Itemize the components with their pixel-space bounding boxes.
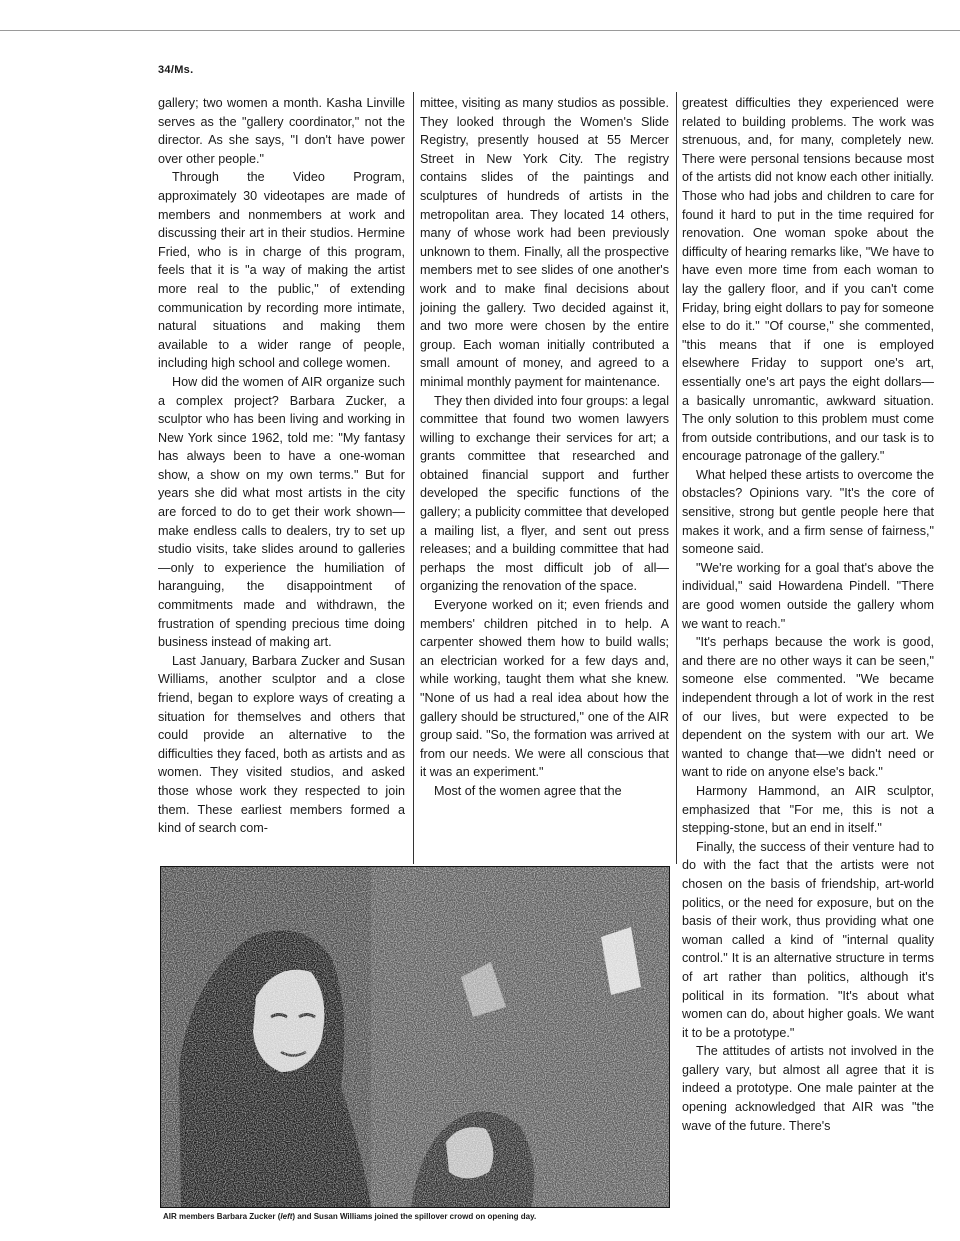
- paragraph: The attitudes of artists not involved in the gallery vary, but almost all agree that it is indeed a prototype. One male painter at the opening acknowledged that AIR was "the wave of the future. There's: [682, 1044, 934, 1133]
- photo-caption: [163, 1212, 673, 1221]
- column-rule: [676, 92, 677, 864]
- paragraph: Last January, Barbara Zucker and Susan Williams, another sculptor and a close friend, began to explore ways of creating a situation for themselves and others that could provide an alternative to the difficulties they faced, both as artists and as women. They visited studios, and asked those whose work they respected to join them. These earliest members formed a kind of search com-: [158, 653, 405, 836]
- paragraph: Finally, the success of their venture had to do with the fact that the artists were not chosen on the basis of friendship, art-world politics, or the need for exposure, but on the basis of their work, thus providing what one woman called a kind of "internal quality control." It is an alternative structure in terms of art rather than politics, although it's political in its formation. "It's about what women can do, about higher goals. We want it to be a prototype.": [682, 839, 934, 1040]
- page-folio: 34/Ms.: [158, 64, 194, 76]
- caption-text: ) and Susan Williams joined the spillover crowd on opening day.: [292, 1212, 537, 1221]
- article-column-1: [158, 94, 405, 868]
- paragraph: What helped these artists to overcome the obstacles? Opinions vary. "It's the core of sensitive, strong but gentle people here that makes it work, and a firm sense of fairness," someone said.: [682, 467, 934, 557]
- paragraph: Through the Video Program, approximately 30 videotapes are made of members and nonmembers at work and discussing their art in their studios. Hermine Fried, who is in charge of this program, feels that it is "a way of making the artist more real to the public," of extending communication by recording more intimate, natural situations and making them available to a wider range of people, including high school and college women.: [158, 170, 405, 371]
- article-column-2: [420, 94, 669, 868]
- scan-edge-line: [0, 30, 960, 31]
- opening-day-photo: [160, 866, 670, 1208]
- halftone-photo-image: [161, 867, 669, 1207]
- paragraph: Harmony Hammond, an AIR sculptor, emphasized that "For me, this is not a stepping-stone, but an end in itself.": [682, 783, 934, 836]
- paragraph: mittee, visiting as many studios as possible. They looked through the Women's Slide Registry, presently housed at 55 Mercer Street in New York City. The registry contains slides of the paintings and sculptures of hundreds of artists in the metropolitan area. They located 14 others, many of whose work had been previously unknown to them. Finally, all the prospective members met to see slides of one another's work and to make final decisions about joining the gallery. Two decided against it, and two more were chosen by the entire group. Each woman initially contributed a small amount of money, and agreed to a minimal monthly payment for maintenance.: [420, 96, 669, 389]
- paragraph: "We're working for a goal that's above the individual," said Howardena Pindell. "There are good women outside the gallery whom we want to reach.": [682, 560, 934, 631]
- paragraph: How did the women of AIR organize such a complex project? Barbara Zucker, a sculptor who has been living and working in New York since 1962, told me: "My fantasy has always been to have a one-woman show, a show on my own terms." But for years she did what most artists in the city are forced to do to get their work shown—make endless calls to dealers, try to set up studio visits, take slides around to galleries—only to experience the humiliation of haranguing, the disappointment of commitments made and withdrawn, the frustration of spending precious time doing business instead of making art.: [158, 374, 405, 650]
- column-rule: [413, 92, 414, 864]
- caption-text: AIR members Barbara Zucker (: [163, 1212, 281, 1221]
- paragraph: Most of the women agree that the: [434, 783, 622, 798]
- paragraph: "It's perhaps because the work is good, and there are no other ways it can be seen," someone else commented. "We became independent through a lot of work in the rest of our lives, but were expected to be dependent on the system with our art. We wanted to change that—we didn't need or want to ride on anyone else's back.": [682, 635, 934, 780]
- article-column-3: [682, 94, 934, 1219]
- caption-italic: left: [280, 1212, 293, 1221]
- paragraph: Everyone worked on it; even friends and members' children pitched in to help. A carpenter showed them how to build walls; an electrician worked for a few days and, while working, taught them what she knew. "None of us had a real idea about how the gallery should be structured," one of the AIR group said. "So, the formation was arrived at from our needs. We were all conscious that it was an experiment.": [420, 598, 669, 780]
- paragraph: greatest difficulties they experienced were related to building problems. The work was strenuous, and, for many, completely new. There were personal tensions because most of the artists did not know each other initially. Those who had jobs and children to care for found it hard to put in the time required for renovation. One woman spoke about the difficulty of hearing remarks like, "We have to have even more time from each woman to lay the gallery floor, and if you can't come Friday, bring eight dollars to pay for someone else to do it." "Of course," she commented, "this means that if one is employed elsewhere Friday to support one's art, essentially one's art pays the eight dollars—a basically unromantic, awkward situation. The only solution to this problem must come from outside contributions, and our task is to encourage patronage of the gallery.": [682, 96, 934, 464]
- paragraph: They then divided into four groups: a legal committee that found two women lawyers willing to exchange their services for art; a grants committee that researched and obtained financial support and further developed the specific functions of the gallery; a publicity committee that developed a mailing list, a flyer, and sent out press releases; and a building committee that had perhaps the most difficult job of all—organizing the renovation of the space.: [420, 393, 669, 594]
- paragraph: gallery; two women a month. Kasha Linville serves as the "gallery coordinator," not the director. As she says, "I don't have power over other people.": [158, 96, 405, 166]
